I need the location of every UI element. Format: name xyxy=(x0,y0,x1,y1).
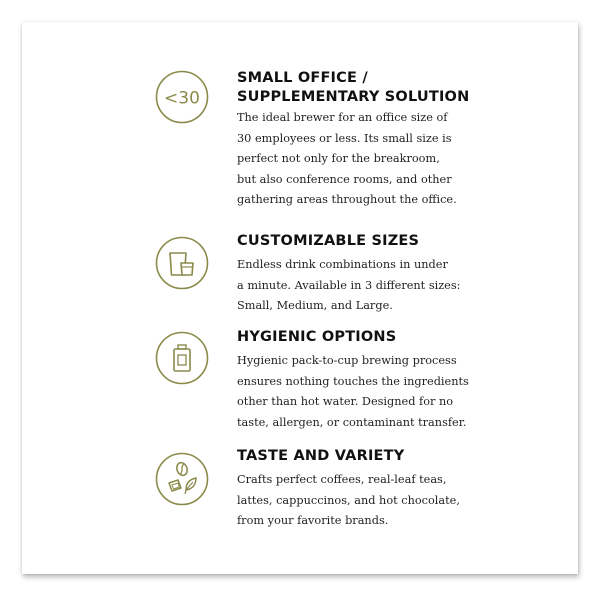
under-30-badge-icon xyxy=(155,70,209,124)
feature-description-line: The ideal brewer for an office size of xyxy=(237,111,448,124)
feature-title xyxy=(237,447,404,466)
feature-description-line: Crafts perfect coffees, real-leaf teas, xyxy=(237,473,447,486)
feature-title-line: HYGIENIC OPTIONS xyxy=(237,329,397,345)
cups-sizes-icon xyxy=(155,236,209,290)
feature-title xyxy=(237,328,396,347)
feature-description-line: ensures nothing touches the ingredients xyxy=(237,374,469,388)
feature-description-line: taste, allergen, or contaminant transfer. xyxy=(237,415,467,429)
feature-description xyxy=(237,470,460,532)
pack-icon xyxy=(155,331,209,385)
feature-description xyxy=(237,255,460,317)
feature-description-line: 30 employees or less. Its small size is xyxy=(237,131,452,145)
feature-description-line: Hygienic pack-to-cup brewing process xyxy=(237,354,457,367)
feature-description xyxy=(237,351,469,433)
feature-description-line: Endless drink combinations in under xyxy=(237,258,448,271)
feature-description-line: Small, Medium, and Large. xyxy=(237,299,393,312)
feature-description-line: a minute. Available in 3 different sizes: xyxy=(237,278,461,292)
feature-description-line: gathering areas throughout the office. xyxy=(237,193,457,206)
feature-description-line: other than hot water. Designed for no xyxy=(237,395,454,408)
svg-text:<30: <30 xyxy=(164,88,200,109)
feature-title xyxy=(237,232,419,251)
coffee-bean-leaf-chocolate-icon xyxy=(155,452,209,506)
feature-title xyxy=(237,69,469,107)
feature-title-line: CUSTOMIZABLE SIZES xyxy=(237,233,420,249)
feature-description xyxy=(237,108,457,211)
feature-title-line: SUPPLEMENTARY SOLUTION xyxy=(237,89,470,105)
feature-title-line: SMALL OFFICE / xyxy=(237,70,368,86)
feature-description-line: from your favorite brands. xyxy=(237,514,389,527)
feature-description-line: lattes, cappuccinos, and hot chocolate, xyxy=(237,493,460,507)
feature-title-line: TASTE AND VARIETY xyxy=(237,448,405,464)
feature-card xyxy=(22,22,578,574)
feature-description-line: but also conference rooms, and other xyxy=(237,172,452,186)
feature-description-line: perfect not only for the breakroom, xyxy=(237,152,440,165)
